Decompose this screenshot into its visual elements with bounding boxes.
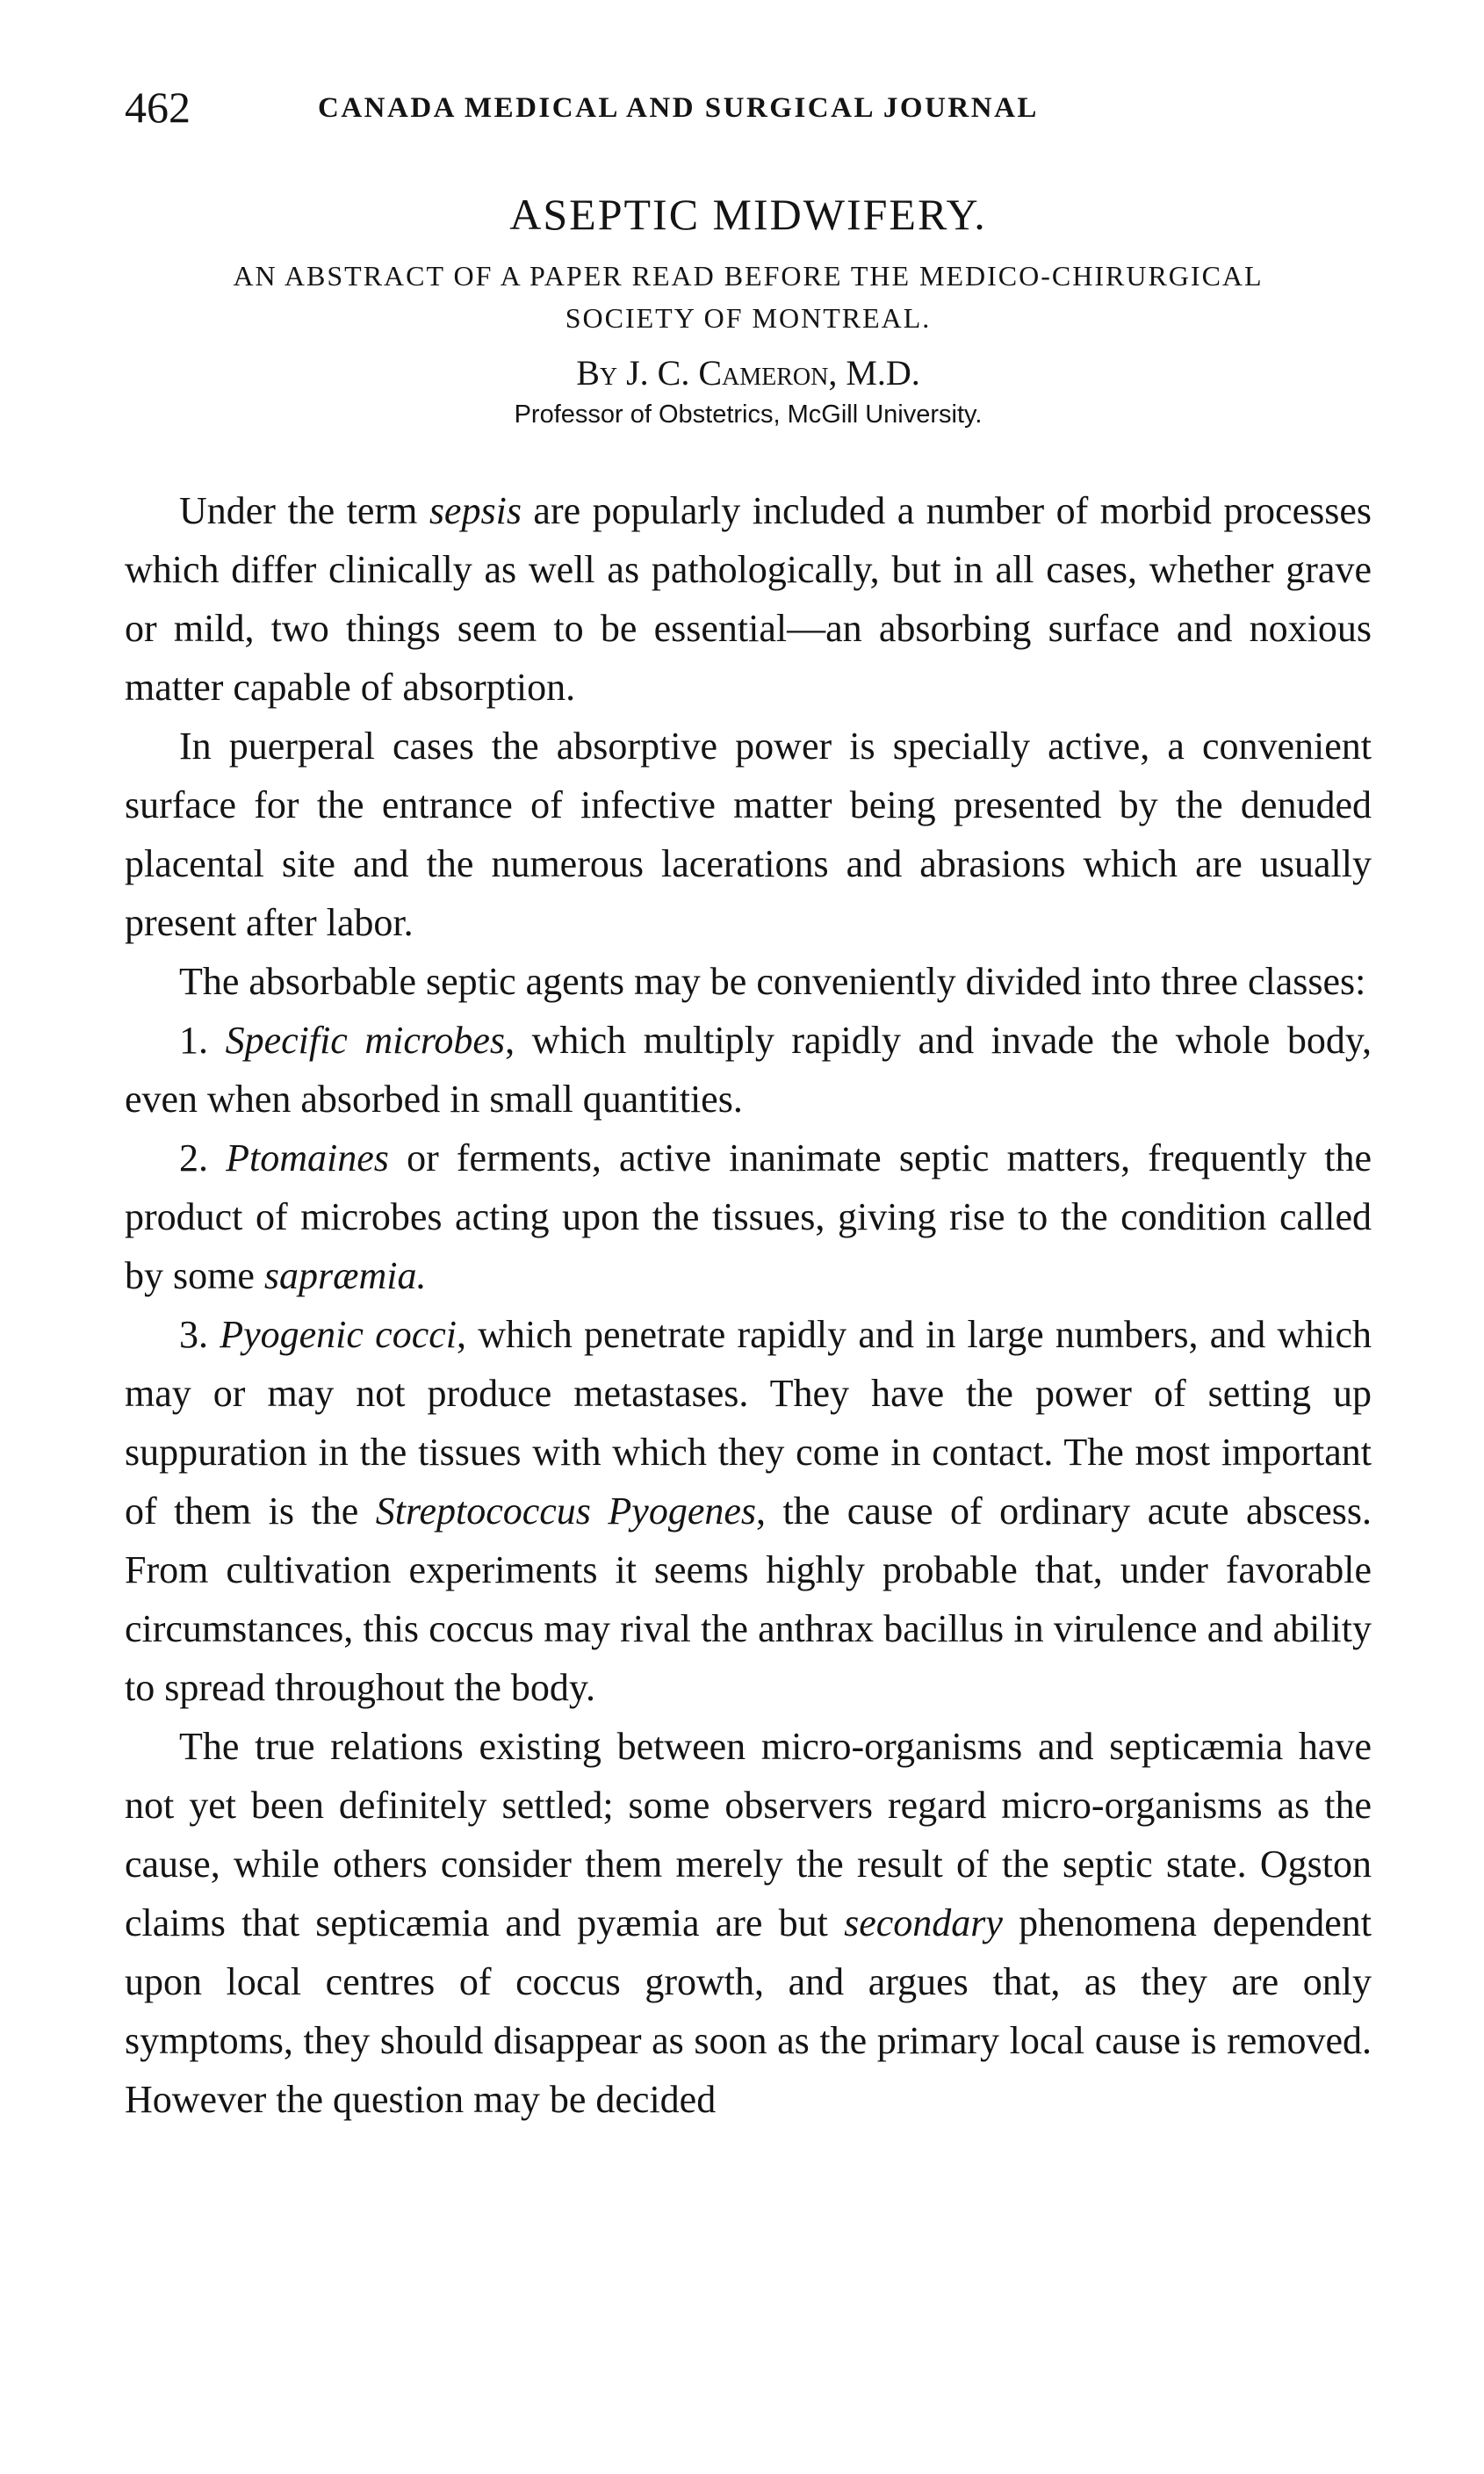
list-item-pyogenic-cocci bbox=[125, 1305, 1372, 1717]
page-number: 462 bbox=[125, 83, 191, 132]
italic-term: Pyogenic cocci bbox=[220, 1313, 457, 1356]
text-run: , which penetrate rapidly and in large numbers, and which may or may not produce metastases. They have the power of setting up suppuration in the tissues with which they come in contact. The most important of them is the bbox=[125, 1313, 1372, 1533]
article-title: ASEPTIC MIDWIFERY. bbox=[509, 190, 987, 239]
list-item-specific-microbes bbox=[125, 1011, 1372, 1129]
text-run: , which multiply rapidly and invade the whole body, even when absorbed in small quantities. bbox=[125, 1019, 1372, 1121]
author-affiliation: Professor of Obstetrics, McGill University. bbox=[514, 400, 983, 429]
italic-term: sapræmia. bbox=[263, 1254, 427, 1297]
italic-term: secondary bbox=[844, 1901, 1003, 1944]
italic-term: Streptococcus Pyogenes bbox=[375, 1489, 757, 1533]
paragraph-sepsis-definition bbox=[125, 481, 1372, 717]
list-number: 3. bbox=[179, 1313, 220, 1356]
article-subtitle: AN ABSTRACT OF A PAPER READ BEFORE THE MEDICO-CHIRURGICAL SOCIETY OF MONTREAL. bbox=[233, 260, 1264, 334]
italic-term: Specific microbes bbox=[225, 1019, 506, 1062]
text-run: are popularly included a number of morbid processes which differ clinically as well as pathologically, but in all cases, whether grave or mild, two things seem to be essential—an absorbing surface and noxious matter capable of absorption. bbox=[125, 489, 1372, 709]
text-run: The absorbable septic agents may be conveniently divided into three classes: bbox=[179, 960, 1366, 1003]
text-run: Under the term bbox=[179, 489, 429, 532]
article-heading bbox=[125, 186, 1372, 432]
author-byline: By J. C. Cameron, M.D. bbox=[576, 353, 920, 393]
paragraph-micro-organisms-septicaemia bbox=[125, 1717, 1372, 2129]
list-number: 1. bbox=[179, 1019, 226, 1062]
list-item-ptomaines bbox=[125, 1129, 1372, 1305]
list-number: 2. bbox=[179, 1136, 227, 1179]
journal-title: CANADA MEDICAL AND SURGICAL JOURNAL bbox=[318, 92, 1039, 124]
article-body bbox=[125, 481, 1372, 2129]
text-run: The true relations existing between micro-organisms and septicæmia have not yet been definitely settled; some observers regard micro-organisms as the cause, while others consider them merely the result of the septic state. Ogston claims that septicæmia and pyæmia are but bbox=[125, 1725, 1372, 1944]
text-run: or ferments, active inanimate septic matters, frequently the product of microbes acting upon the tissues, giving rise to the condition called by some bbox=[125, 1136, 1372, 1297]
text-run: , the cause of ordinary acute abscess. From cultivation experiments it seems highly probable that, under favorable circumstances, this coccus may rival the anthrax bacillus in virulence and ability to spread throughout the body. bbox=[125, 1489, 1372, 1709]
running-head bbox=[125, 81, 1372, 133]
paragraph-puerperal-cases bbox=[125, 717, 1372, 952]
italic-term: sepsis bbox=[429, 489, 522, 532]
paragraph-three-classes bbox=[125, 952, 1372, 1011]
italic-term: Ptomaines bbox=[226, 1136, 389, 1179]
text-run: phenomena dependent upon local centres of coccus growth, and argues that, as they are only symptoms, they should disappear as soon as the primary local cause is removed. However the question may be decided bbox=[125, 1901, 1372, 2121]
text-run: In puerperal cases the absorptive power is specially active, a convenient surface for the entrance of infective matter being presented by the denuded placental site and the numerous lacerations and abrasions which are usually present after labor. bbox=[125, 725, 1372, 944]
